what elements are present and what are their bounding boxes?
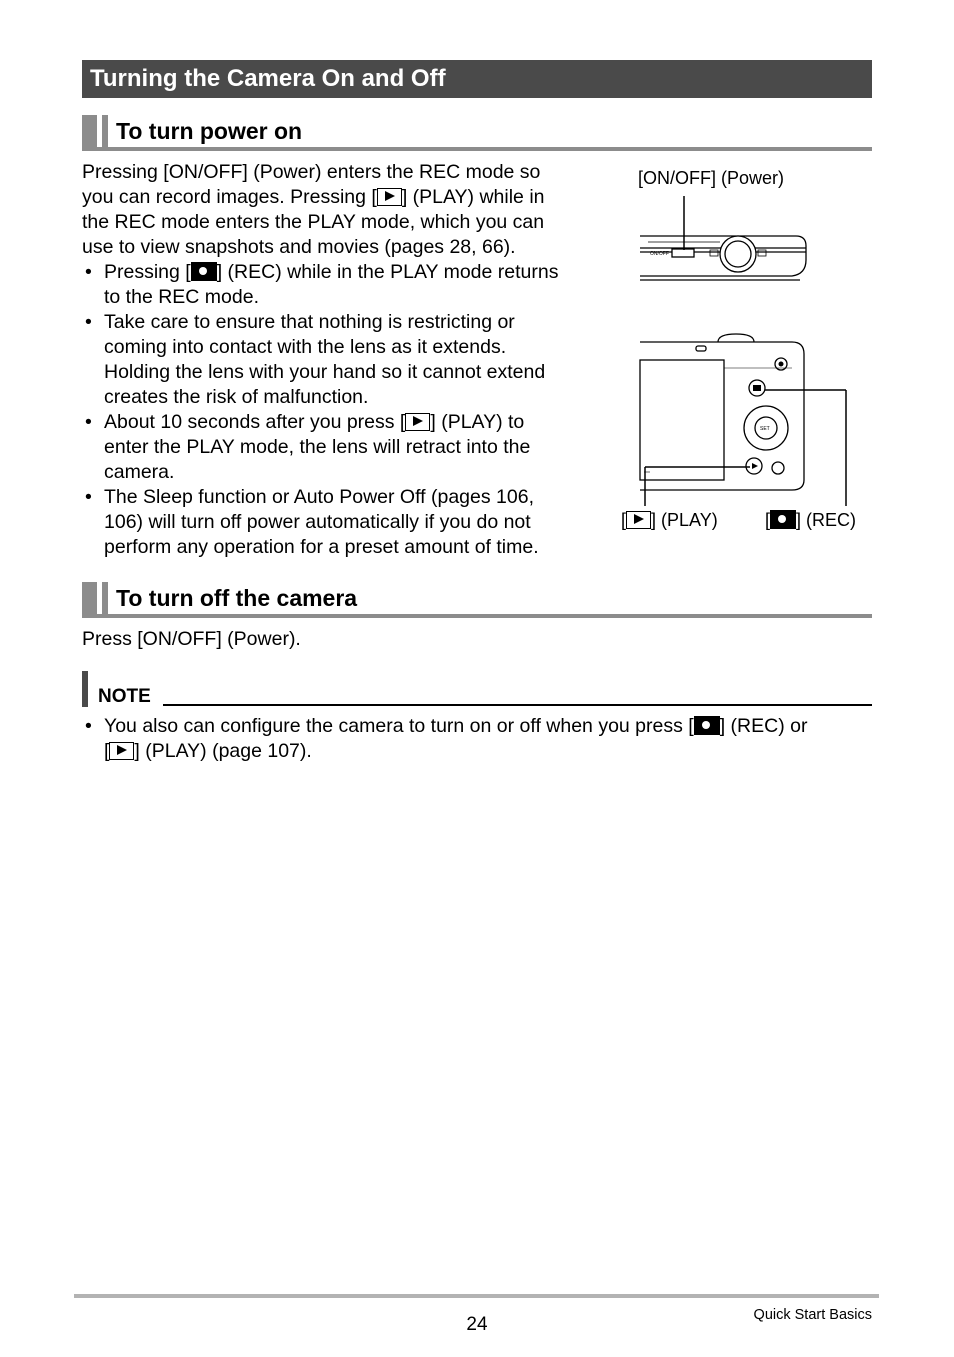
text-line: use to view snapshots and movies (pages 28, 66). bbox=[82, 236, 516, 258]
bullet: • bbox=[85, 261, 92, 283]
list-item: • The Sleep function or Auto Power Off (pages 106, 106) will turn off power automatically if you do not perform any operation for a preset amount of time. bbox=[85, 486, 539, 558]
subheading-turn-off bbox=[82, 582, 872, 618]
heading-marker bbox=[82, 115, 97, 147]
bullet: • bbox=[85, 311, 92, 333]
power-off-text: Press [ON/OFF] (Power). bbox=[82, 628, 301, 650]
note-label: NOTE bbox=[98, 686, 151, 707]
subheading-text: To turn off the camera bbox=[116, 585, 358, 611]
bullet: • bbox=[85, 486, 92, 508]
note-rule bbox=[163, 704, 872, 706]
intro-paragraph bbox=[82, 160, 602, 260]
list-item: • You also can configure the camera to turn on or off when you press [ ] (REC) or [ ] (PLAY) (page 107). bbox=[85, 715, 808, 762]
note-bullets bbox=[82, 714, 882, 764]
heading-marker bbox=[102, 582, 108, 614]
play-button-caption: [ ] (PLAY) bbox=[621, 510, 718, 530]
heading-marker bbox=[102, 115, 108, 147]
list-item: • Take care to ensure that nothing is restricting or coming into contact with the lens as it extends. Holding the lens with your hand so it cannot extend creates the risk of malfunction. bbox=[85, 311, 546, 408]
camera-icon bbox=[694, 716, 720, 735]
play-icon bbox=[377, 188, 402, 206]
camera-icon bbox=[191, 262, 217, 281]
power-on-bullets bbox=[82, 260, 607, 560]
rec-button-caption: [ ] (REC) bbox=[765, 510, 857, 530]
section-title: Turning the Camera On and Off bbox=[82, 60, 872, 98]
subheading-text: To turn power on bbox=[116, 118, 303, 144]
text-line: Pressing [ON/OFF] (Power) enters the REC mode so bbox=[82, 161, 541, 183]
bullet: • bbox=[85, 715, 92, 737]
text-line: you can record images. Pressing [ ] (PLAY) while in bbox=[82, 186, 545, 208]
page-number: 24 bbox=[466, 1314, 488, 1335]
heading-marker bbox=[82, 582, 97, 614]
play-icon bbox=[109, 742, 134, 760]
note-marker bbox=[82, 671, 88, 707]
camera-icon bbox=[770, 510, 796, 529]
subheading-turn-power-on bbox=[82, 115, 872, 151]
onoff-label: ON/OFF bbox=[650, 251, 669, 257]
camera-illustration bbox=[620, 190, 880, 510]
play-icon bbox=[626, 511, 651, 529]
list-item: • Pressing [ ] (REC) while in the PLAY mode returns to the REC mode. bbox=[85, 261, 559, 308]
set-label: SET bbox=[760, 426, 770, 432]
bullet: • bbox=[85, 411, 92, 433]
text-line: the REC mode enters the PLAY mode, which you can bbox=[82, 211, 545, 233]
footer-section-name: Quick Start Basics bbox=[753, 1307, 872, 1323]
list-item: • About 10 seconds after you press [ ] (PLAY) to enter the PLAY mode, the lens will retract into the camera. bbox=[85, 411, 531, 483]
footer-rule bbox=[74, 1294, 879, 1298]
play-icon bbox=[405, 413, 430, 431]
power-button-caption: [ON/OFF] (Power) bbox=[638, 168, 785, 188]
